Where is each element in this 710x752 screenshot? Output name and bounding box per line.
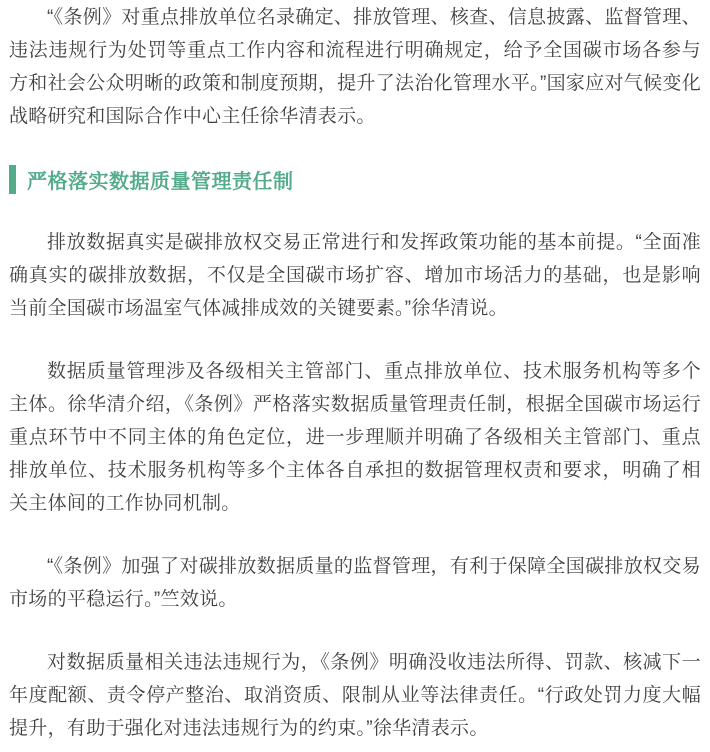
section-heading-text: 严格落实数据质量管理责任制	[27, 171, 294, 193]
section-paragraph: 数据质量管理涉及各级相关主管部门、重点排放单位、技术服务机构等多个主体。徐华清介绍，《条例》严格落实数据质量管理责任制，根据全国碳市场运行重点环节中不同主体的角色定位，进一步理顺并明确了各级相关主管部门、重点排放单位、技术服务机构等多个主体各自承担的数据管理权责和要求，明确了相关主体间的工作协同机制。	[9, 361, 701, 514]
section-paragraph: 对数据质量相关违法违规行为，《条例》明确没收违法所得、罚款、核减下一年度配额、责令停产整治、取消资质、限制从业等法律责任。“行政处罚力度大幅提升，有助于强化对违法违规行为的约束。”徐华清表示。	[9, 652, 701, 739]
section-paragraph: “《条例》加强了对碳排放数据质量的监督管理，有利于保障全国碳排放权交易市场的平稳运行。”竺效说。	[9, 556, 701, 610]
section-paragraph: 排放数据真实是碳排放权交易正常进行和发挥政策功能的基本前提。“全面准确真实的碳排放数据，不仅是全国碳市场扩容、增加市场活力的基础，也是影响当前全国碳市场温室气体减排成效的关键要素。”徐华清说。	[9, 232, 701, 319]
intro-paragraph: “《条例》对重点排放单位名录确定、排放管理、核查、信息披露、监督管理、违法违规行为处罚等重点工作内容和流程进行明确规定，给予全国碳市场各参与方和社会公众明晰的政策和制度预期，提升了法治化管理水平。”国家应对气候变化战略研究和国际合作中心主任徐华清表示。	[9, 7, 701, 127]
section-heading	[9, 163, 701, 196]
heading-accent-bar	[9, 165, 16, 194]
